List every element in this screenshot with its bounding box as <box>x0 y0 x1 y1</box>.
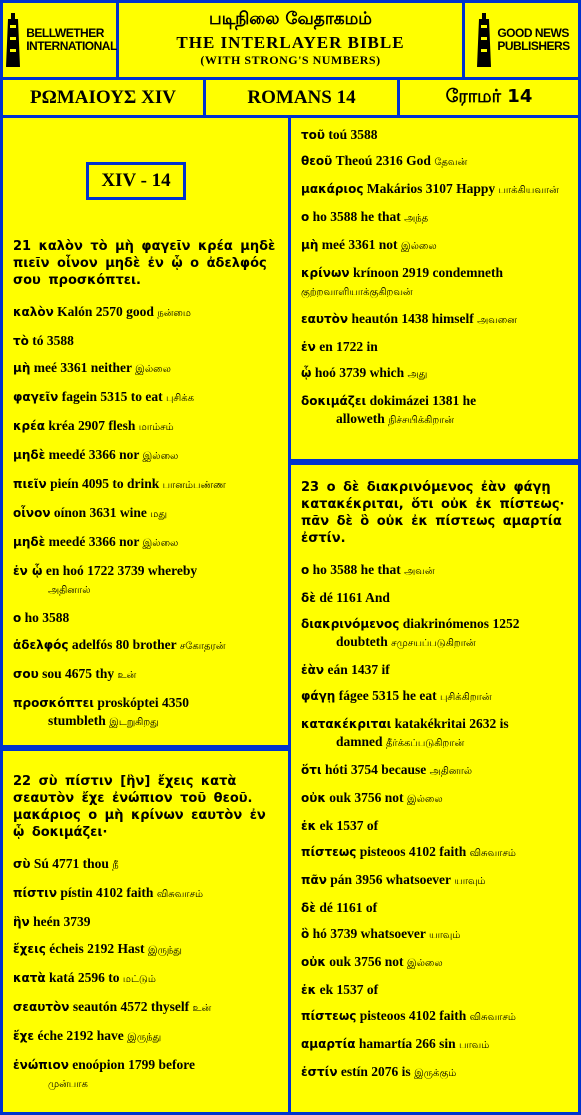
greek-word: προσκόπτει <box>13 696 94 710</box>
tamil-meaning: முன்பாக <box>48 1079 88 1090</box>
word-entry <box>301 1063 568 1083</box>
word-entry <box>13 969 278 989</box>
greek-word: ἐστίν <box>301 1065 338 1079</box>
word-entry-line <box>301 843 568 863</box>
word-entry-line <box>301 180 568 200</box>
bible-title: THE INTERLAYER BIBLE <box>176 33 405 52</box>
word-entry-line <box>13 969 278 989</box>
word-entry-line <box>13 446 278 466</box>
word-entry-line <box>301 661 568 679</box>
tamil-meaning: சகோதரன் <box>179 641 226 652</box>
word-entry <box>301 208 568 228</box>
gloss-continuation: damned <box>336 734 383 749</box>
greek-word: ἐν <box>301 340 316 354</box>
tamil-meaning: பானம்பண்ண <box>162 480 226 491</box>
word-entry-line <box>301 953 568 973</box>
word-entry-line <box>301 364 568 384</box>
tamil-meaning: இல்லை <box>406 958 443 969</box>
verse-21-entries <box>13 303 278 732</box>
greek-word: πίστιν <box>13 886 58 900</box>
transliteration: pán 3956 whatsoever <box>330 872 451 887</box>
transliteration: fágee 5315 he eat <box>338 688 437 703</box>
transliteration: dé 1161 of <box>319 900 378 915</box>
word-entry <box>301 180 568 200</box>
tamil-meaning: இல்லை <box>406 794 443 805</box>
tamil-meaning: அதினால் <box>48 585 91 596</box>
word-entry-line <box>301 392 568 410</box>
verse-21-text: 21 καλὸν τὸ μὴ φαγεῖν κρέα μηδὲ πιεῖν οἶνον μηδὲ ἐν ᾧ ο ἀδελφός σου προσκόπτει. <box>13 239 276 288</box>
word-entry-line <box>13 533 278 553</box>
tamil-meaning: அது <box>407 369 428 380</box>
greek-word: φάγῃ <box>301 689 336 703</box>
word-entry-line <box>301 925 568 945</box>
word-entry <box>13 665 278 685</box>
greek-word: αμαρτία <box>301 1037 356 1051</box>
greek-word: πιεῖν <box>13 477 47 491</box>
greek-word: πᾶν <box>301 873 327 887</box>
word-entry-line <box>301 1063 568 1083</box>
bellwether-logo <box>3 3 116 77</box>
transliteration: ek 1537 of <box>319 982 379 997</box>
word-entry-line <box>301 310 568 330</box>
gloss-continuation: doubteth <box>336 634 388 649</box>
word-entry <box>13 533 278 553</box>
greek-word: ἔχε <box>13 1029 35 1043</box>
tamil-meaning: குற்றவாளியாக்குகிறவன் <box>301 287 413 298</box>
greek-word: οὐκ <box>301 955 326 969</box>
word-entry <box>301 981 568 999</box>
transliteration: ho 3588 he that <box>312 209 401 224</box>
word-entry <box>301 615 568 653</box>
word-entry <box>301 761 568 781</box>
tamil-meaning: இடறுகிறது <box>109 717 159 728</box>
word-entry <box>301 817 568 835</box>
word-entry <box>301 310 568 330</box>
greek-word: ο <box>301 210 310 224</box>
word-entry-continuation <box>301 633 568 653</box>
word-entry-line <box>13 940 278 960</box>
transliteration: proskóptei 4350 <box>97 695 189 710</box>
transliteration: dokimázei 1381 he <box>369 393 477 408</box>
verse-23-panel <box>291 465 578 1112</box>
tamil-meaning: அதினால் <box>429 766 473 777</box>
transliteration: Sú 4771 thou <box>33 856 109 871</box>
greek-word: ἔχεις <box>13 942 46 956</box>
word-entry-line <box>301 208 568 228</box>
greek-word: ἐκ <box>301 983 317 997</box>
word-entry <box>301 338 568 356</box>
tab-tamil: ரோமர் 14 <box>400 80 578 115</box>
tamil-meaning: மட்டும் <box>122 974 156 985</box>
word-entry-line <box>301 264 568 302</box>
transliteration: hó 3739 whatsoever <box>312 926 426 941</box>
tamil-meaning: மது <box>150 509 168 520</box>
word-entry-line <box>13 609 278 627</box>
word-entry <box>301 899 568 917</box>
verse-23-entries <box>301 561 568 1083</box>
word-entry-line <box>13 665 278 685</box>
word-entry-line <box>301 561 568 581</box>
word-entry <box>301 561 568 581</box>
word-entry <box>301 871 568 891</box>
transliteration: meé 3361 neither <box>33 360 132 375</box>
transliteration: sou 4675 thy <box>42 666 115 681</box>
transliteration: hoó 3739 which <box>314 365 405 380</box>
greek-word: εαυτὸν <box>301 312 349 326</box>
greek-word: σὺ <box>13 857 31 871</box>
word-entry-line <box>13 998 278 1018</box>
chapter-label: XIV - 14 <box>86 162 186 200</box>
word-entry-line <box>13 475 278 495</box>
word-entry <box>13 884 278 904</box>
word-entry-line <box>301 687 568 707</box>
word-entry <box>13 303 278 323</box>
tamil-meaning: நன்மை <box>157 308 191 319</box>
greek-word: οἶνον <box>13 506 51 520</box>
bible-subtitle: (WITH STRONG'S NUMBERS) <box>200 53 381 67</box>
word-entry-line <box>13 694 278 712</box>
tamil-meaning: தீர்க்கப்படுகிறான் <box>385 738 465 749</box>
word-entry <box>301 1035 568 1055</box>
word-entry <box>13 636 278 656</box>
transliteration: meedé 3366 nor <box>48 447 140 462</box>
good-news-logo <box>465 3 578 77</box>
tab-english: ROMANS 14 <box>206 80 397 115</box>
greek-word: μηδὲ <box>13 448 46 462</box>
word-entry <box>13 562 278 600</box>
greek-word: θεοῦ <box>301 154 333 168</box>
word-entry-line <box>301 789 568 809</box>
greek-word: κρίνων <box>301 266 350 280</box>
word-entry <box>13 1027 278 1047</box>
word-entry-line <box>301 1007 568 1027</box>
word-entry-line <box>301 126 568 144</box>
tamil-meaning: இல்லை <box>135 364 171 375</box>
tamil-meaning: பாக்கியவான் <box>498 185 559 196</box>
tamil-meaning: தேவன் <box>434 157 468 168</box>
word-entry <box>13 940 278 960</box>
word-entry <box>13 855 278 875</box>
greek-word: ο <box>301 563 310 577</box>
word-entry <box>301 126 568 144</box>
transliteration: Kalón 2570 good <box>57 304 154 319</box>
greek-word: ἐκ <box>301 819 317 833</box>
word-entry-line <box>13 359 278 379</box>
word-entry-line <box>13 332 278 350</box>
greek-word: καλὸν <box>13 305 54 319</box>
verse-21-panel <box>3 118 288 745</box>
tamil-meaning: நிச்சயிக்கிறான் <box>388 415 455 426</box>
word-entry <box>13 359 278 379</box>
tamil-meaning: உன் <box>192 1003 212 1014</box>
verse-22-continued-entries <box>301 126 568 430</box>
word-entry <box>301 589 568 607</box>
tamil-title: படிநிலை வேதாகமம் <box>209 9 372 29</box>
tamil-meaning: இருந்து <box>147 945 182 956</box>
word-entry-line <box>301 589 568 607</box>
transliteration: meé 3361 not <box>321 237 398 252</box>
greek-word: μὴ <box>301 238 319 252</box>
logo-line2: INTERNATIONAL <box>26 39 117 53</box>
greek-word: μακάριος <box>301 182 364 196</box>
greek-word: ὃ <box>301 927 310 941</box>
transliteration: pisteoos 4102 faith <box>359 1008 467 1023</box>
word-entry <box>301 661 568 679</box>
word-entry <box>301 236 568 256</box>
greek-word: ἐνώπιον <box>13 1058 69 1072</box>
greek-word: κρέα <box>13 419 46 433</box>
tamil-meaning: அந்த <box>404 213 429 224</box>
tab-greek: ΡΩΜΑΙΟΥΣ XIV <box>3 80 203 115</box>
word-entry-line <box>13 417 278 437</box>
tamil-meaning: யாவும் <box>429 930 461 941</box>
transliteration: pisteoos 4102 faith <box>359 844 467 859</box>
transliteration: heén 3739 <box>33 914 91 929</box>
word-entry-line <box>301 817 568 835</box>
word-entry-line <box>301 981 568 999</box>
transliteration: pístin 4102 faith <box>60 885 154 900</box>
word-entry-line <box>301 715 568 733</box>
tamil-meaning: புசிக்கிறான் <box>439 692 492 703</box>
greek-word: κατακέκριται <box>301 717 392 731</box>
greek-word: δὲ <box>301 591 316 605</box>
tamil-meaning: பாவம் <box>459 1040 490 1051</box>
transliteration: heautón 1438 himself <box>351 311 474 326</box>
tamil-meaning: இல்லை <box>142 451 179 462</box>
word-entry-line <box>13 884 278 904</box>
logo-line2: PUBLISHERS <box>497 39 570 53</box>
word-entry-line <box>13 562 278 580</box>
transliteration: oínon 3631 wine <box>53 505 147 520</box>
greek-word: ἐὰν <box>301 663 325 677</box>
transliteration: hóti 3754 because <box>324 762 427 777</box>
word-entry-continuation <box>301 733 568 753</box>
word-entry-line <box>301 236 568 256</box>
greek-word: οὐκ <box>301 791 326 805</box>
gloss-continuation: alloweth <box>336 411 385 426</box>
word-entry-line <box>13 913 278 931</box>
word-entry <box>13 913 278 931</box>
greek-word: ἐν ᾧ <box>13 564 43 578</box>
tamil-meaning: மாம்சம் <box>138 422 174 433</box>
word-entry-line <box>301 871 568 891</box>
greek-word: σου <box>13 667 39 681</box>
verse-22-continued-panel <box>291 118 578 459</box>
transliteration: pieín 4095 to drink <box>50 476 160 491</box>
tamil-meaning: விசுவாசம் <box>156 889 204 900</box>
word-entry-line <box>301 152 568 172</box>
transliteration: krínoon 2919 condemneth <box>352 265 503 280</box>
word-entry <box>301 392 568 430</box>
transliteration: meedé 3366 nor <box>48 534 140 549</box>
word-entry-line <box>13 1056 278 1074</box>
logo-line1: GOOD NEWS <box>497 26 569 40</box>
word-entry <box>301 843 568 863</box>
word-entry-line <box>13 855 278 875</box>
word-entry-line <box>301 615 568 633</box>
greek-word: ὅτι <box>301 763 322 777</box>
word-entry-continuation <box>13 1074 278 1094</box>
word-entry-continuation <box>301 410 568 430</box>
word-entry <box>301 953 568 973</box>
transliteration: enoópion 1799 before <box>72 1057 196 1072</box>
tamil-meaning: இருக்கும் <box>414 1068 457 1079</box>
transliteration: fagein 5315 to eat <box>61 389 163 404</box>
word-entry <box>301 152 568 172</box>
verse-22-entries <box>13 855 278 1094</box>
word-entry <box>13 417 278 437</box>
word-entry <box>13 475 278 495</box>
transliteration: katá 2596 to <box>49 970 120 985</box>
transliteration: katakékritai 2632 is <box>394 716 509 731</box>
tamil-meaning: சமுசயப்படுகிறான் <box>391 638 476 649</box>
transliteration: en 1722 in <box>319 339 378 354</box>
word-entry <box>13 609 278 627</box>
logo-line1: BELLWETHER <box>26 26 104 40</box>
transliteration: adelfós 80 brother <box>71 637 177 652</box>
greek-word: τὸ <box>13 334 29 348</box>
transliteration: ouk 3756 not <box>329 790 404 805</box>
greek-word: δοκιμάζει <box>301 394 367 408</box>
verse-23-text: 23 ο δὲ διακρινόμενος ἐὰν φάγῃ κατακέκριται, ὅτι οὐκ ἐκ πίστεως· πᾶν δὲ ὃ οὐκ ἐκ πίστεως αμαρτία ἐστίν. <box>301 480 565 546</box>
tamil-meaning: இல்லை <box>142 538 179 549</box>
verse-22-panel <box>3 751 288 1112</box>
word-entry <box>13 1056 278 1094</box>
word-entry-continuation <box>13 712 278 732</box>
word-entry <box>13 446 278 466</box>
tamil-meaning: விசுவாசம் <box>469 848 516 859</box>
transliteration: ouk 3756 not <box>329 954 404 969</box>
greek-word: σεαυτὸν <box>13 1000 70 1014</box>
word-entry <box>13 998 278 1018</box>
tamil-meaning: இல்லை <box>400 241 437 252</box>
transliteration: tó 3588 <box>32 333 74 348</box>
transliteration: diakrinómenos 1252 <box>402 616 520 631</box>
tamil-meaning: இருந்து <box>127 1032 162 1043</box>
transliteration: en hoó 1722 3739 whereby <box>45 563 198 578</box>
transliteration: ho 3588 <box>24 610 70 625</box>
transliteration: éche 2192 have <box>37 1028 124 1043</box>
transliteration: ho 3588 he that <box>312 562 401 577</box>
transliteration: hamartía 266 sin <box>358 1036 456 1051</box>
greek-word: ο <box>13 611 22 625</box>
transliteration: Theoú 2316 God <box>335 153 431 168</box>
word-entry-line <box>13 303 278 323</box>
word-entry-line <box>301 761 568 781</box>
tamil-meaning: அவன் <box>404 566 435 577</box>
transliteration: seautón 4572 thyself <box>72 999 190 1014</box>
word-entry <box>301 925 568 945</box>
transliteration: estín 2076 is <box>340 1064 411 1079</box>
transliteration: eán 1437 if <box>327 662 390 677</box>
greek-word: πίστεως <box>301 845 357 859</box>
word-entry <box>301 687 568 707</box>
tamil-meaning: விசுவாசம் <box>469 1012 516 1023</box>
word-entry <box>301 789 568 809</box>
verse-22-text: 22 σὺ πίστιν [ἣν] ἔχεις κατὰ σεαυτὸν ἔχε ἐνώπιον τοῦ θεοῦ. μακάριος ο μὴ κρίνων εαυτὸν ἐν ᾧ δοκιμάζει· <box>13 774 266 840</box>
word-entry <box>301 715 568 753</box>
greek-word: κατὰ <box>13 971 46 985</box>
tamil-meaning: அவனை <box>477 315 517 326</box>
greek-word: δὲ <box>301 901 316 915</box>
word-entry <box>301 1007 568 1027</box>
transliteration: écheis 2192 Hast <box>49 941 145 956</box>
greek-word: τοῦ <box>301 128 326 142</box>
word-entry <box>13 388 278 408</box>
word-entry-line <box>301 899 568 917</box>
word-entry <box>301 264 568 302</box>
greek-word: ᾧ <box>301 366 312 380</box>
transliteration: kréa 2907 flesh <box>48 418 136 433</box>
greek-word: πίστεως <box>301 1009 357 1023</box>
word-entry-line <box>13 1027 278 1047</box>
word-entry-line <box>13 388 278 408</box>
transliteration: dé 1161 And <box>319 590 390 605</box>
word-entry <box>13 694 278 732</box>
word-entry-continuation <box>13 580 278 600</box>
word-entry-line <box>301 338 568 356</box>
tower-icon <box>473 11 495 69</box>
tamil-meaning: யாவும் <box>454 876 486 887</box>
greek-word: μὴ <box>13 361 31 375</box>
greek-word: μηδὲ <box>13 535 46 549</box>
title-block <box>119 3 462 77</box>
transliteration: ek 1537 of <box>319 818 379 833</box>
greek-word: ἣν <box>13 915 30 929</box>
tamil-meaning: உன் <box>117 670 137 681</box>
tower-icon <box>2 11 24 69</box>
word-entry-line <box>13 636 278 656</box>
word-entry-line <box>13 504 278 524</box>
word-entry-line <box>301 1035 568 1055</box>
greek-word: φαγεῖν <box>13 390 59 404</box>
word-entry <box>13 332 278 350</box>
tamil-meaning: புசிக்க <box>165 393 195 404</box>
tamil-meaning: நீ <box>112 860 119 871</box>
greek-word: διακρινόμενος <box>301 617 400 631</box>
word-entry <box>301 364 568 384</box>
greek-word: ἀδελφός <box>13 638 69 652</box>
gloss-continuation: stumbleth <box>48 713 106 728</box>
transliteration: toú 3588 <box>328 127 378 142</box>
transliteration: Makários 3107 Happy <box>366 181 496 196</box>
word-entry <box>13 504 278 524</box>
